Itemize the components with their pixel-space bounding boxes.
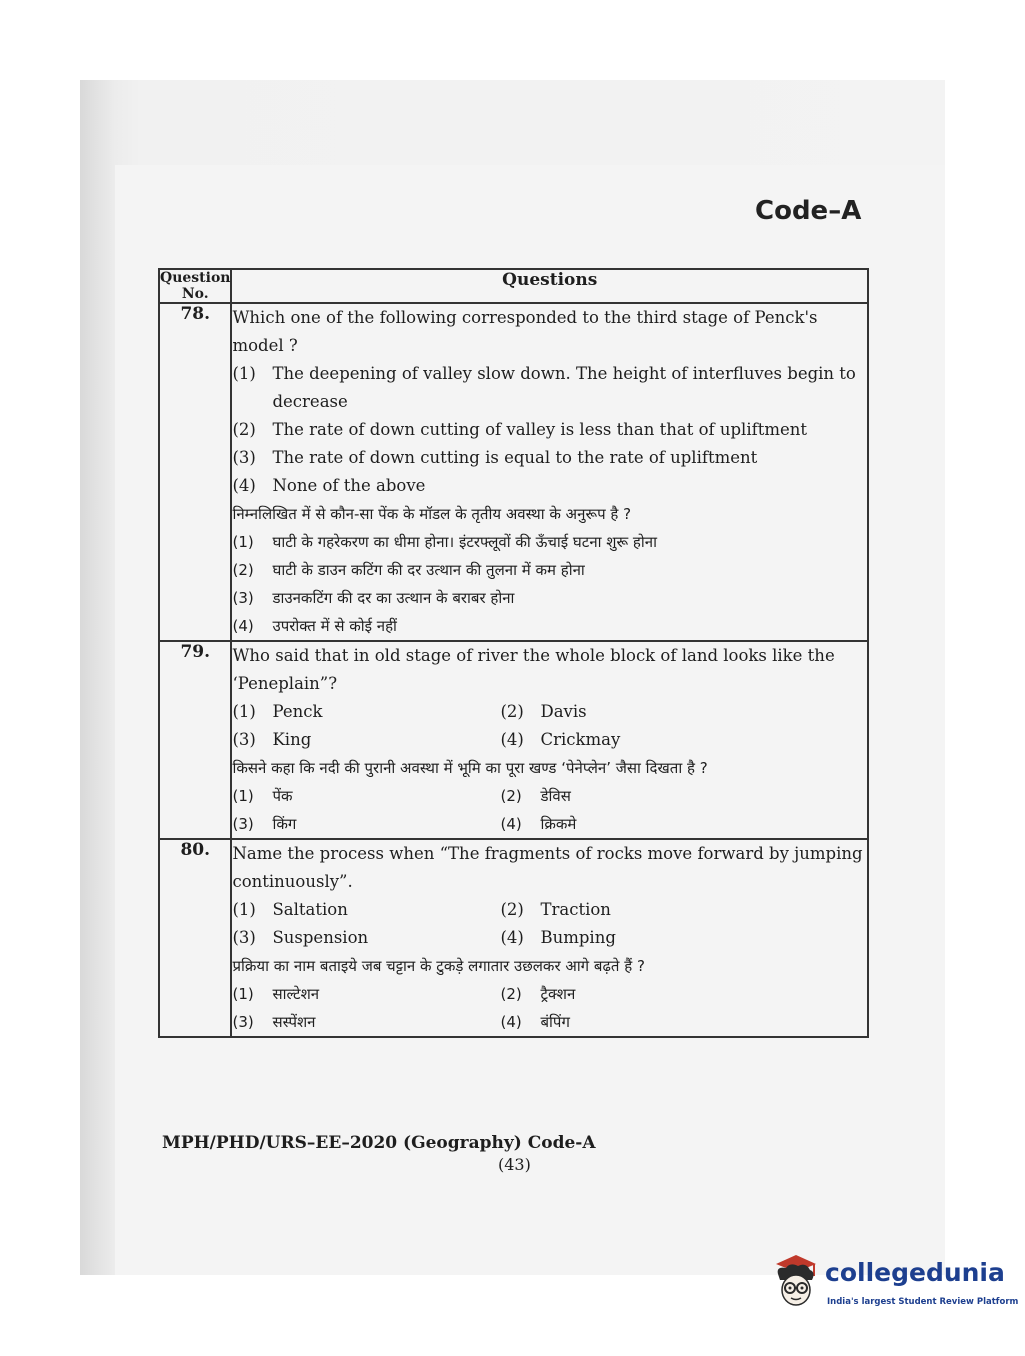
question-row: [159, 303, 868, 641]
question-no-header: Question No.: [160, 270, 231, 302]
student-mascot-icon: [770, 1252, 822, 1314]
question-number: 78.: [159, 303, 231, 641]
options-grid-hi: [232, 980, 867, 1036]
logo-tagline: India's largest Student Review Platform: [827, 1297, 1019, 1307]
option: (4) None of the above: [232, 476, 426, 495]
option-hi: (2) ट्रैक्शन: [500, 985, 576, 1003]
option-hi: (4) उपरोक्त में से कोई नहीं: [232, 617, 397, 635]
option-hi: (3) डाउनकटिंग की दर का उत्थान के बराबर होना: [232, 589, 515, 607]
option: (4) Crickmay: [500, 730, 621, 749]
option-hi: (4) बंपिंग: [500, 1013, 570, 1031]
option: (3) King: [232, 730, 312, 749]
options-grid: [232, 896, 867, 952]
question-row: [159, 641, 868, 839]
option-hi: (1) पेंक: [232, 787, 293, 805]
option-hi: (3) सस्पेंशन: [232, 1013, 316, 1031]
question-body: [231, 839, 868, 1037]
options-grid-hi: [232, 782, 867, 838]
question-body: [231, 303, 868, 641]
question-text-en: Name the process when “The fragments of rocks move forward by jumping continuously”.: [232, 844, 863, 891]
options-grid: [232, 698, 867, 754]
paper-code: Code–A: [755, 196, 862, 226]
question-text-hi: प्रक्रिया का नाम बताइये जब चट्टान के टुकड़े लगातार उछलकर आगे बढ़ते हैं ?: [232, 957, 645, 975]
option: (1) Penck: [232, 702, 323, 721]
question-text-en: Which one of the following corresponded to the third stage of Penck's model ?: [232, 308, 818, 355]
table-header-row: [159, 269, 868, 303]
footer-title: MPH/PHD/URS–EE–2020 (Geography) Code-A: [162, 1133, 596, 1153]
question-text-hi: किसने कहा कि नदी की पुरानी अवस्था में भूमि का पूरा खण्ड ‘पेनेप्लेन’ जैसा दिखता है ?: [232, 759, 708, 777]
option: (2) The rate of down cutting of valley is less than that of upliftment: [232, 420, 808, 439]
option: (3) The rate of down cutting is equal to the rate of upliftment: [232, 448, 758, 467]
question-number: 80.: [159, 839, 231, 1037]
questions-header: Questions: [231, 269, 868, 303]
question-text-hi: निम्नलिखित में से कौन-सा पेंक के मॉडल के तृतीय अवस्था के अनुरूप है ?: [232, 505, 632, 523]
option: (1) The deepening of valley slow down. The height of interfluves begin to decrease: [232, 364, 856, 411]
option-hi: (3) किंग: [232, 815, 297, 833]
option: (3) Suspension: [232, 928, 369, 947]
question-row: [159, 839, 868, 1037]
option: (4) Bumping: [500, 928, 616, 947]
option-hi: (1) घाटी के गहरेकरण का धीमा होना। इंटरफ्लूवों की ऊँचाई घटना शुरू होना: [232, 533, 657, 551]
question-number: 79.: [159, 641, 231, 839]
option-hi: (2) डेविस: [500, 787, 571, 805]
option-hi: (2) घाटी के डाउन कटिंग की दर उत्थान की तुलना में कम होना: [232, 561, 585, 579]
question-text-en: Who said that in old stage of river the whole block of land looks like the ‘Peneplain”?: [232, 646, 835, 693]
logo-name: collegedunia: [825, 1258, 1005, 1287]
option: (2) Traction: [500, 900, 611, 919]
page-number: (43): [498, 1155, 531, 1174]
questions-table: [158, 268, 869, 1038]
option: (2) Davis: [500, 702, 587, 721]
option-hi: (4) क्रिकमे: [500, 815, 577, 833]
collegedunia-logo[interactable]: [770, 1252, 1019, 1322]
option-hi: (1) साल्टेशन: [232, 985, 320, 1003]
option: (1) Saltation: [232, 900, 348, 919]
question-body: [231, 641, 868, 839]
